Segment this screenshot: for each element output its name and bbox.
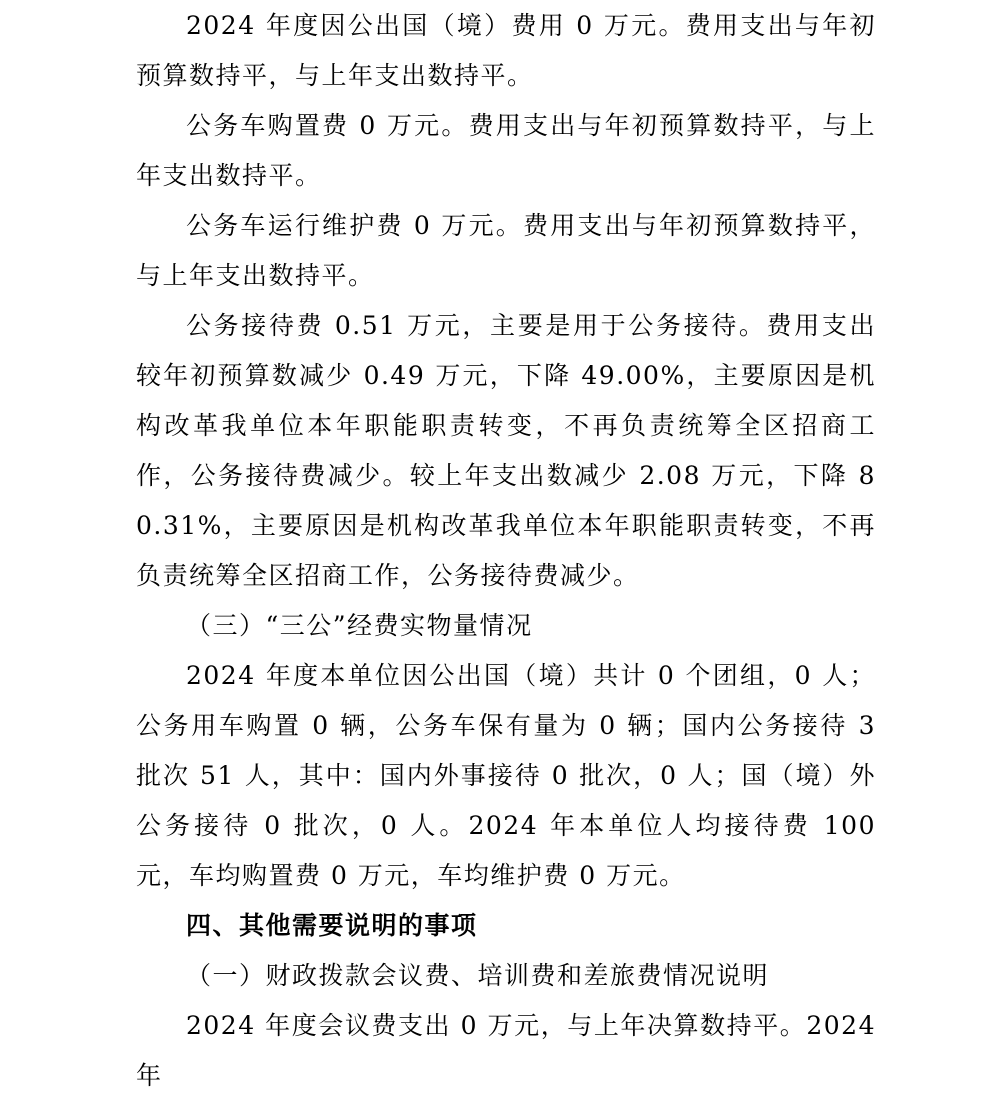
paragraph-vehicle-purchase: 公务车购置费 0 万元。费用支出与年初预算数持平，与上年支出数持平。	[136, 111, 876, 190]
paragraph-official-reception: 公务接待费 0.51 万元，主要是用于公务接待。费用支出较年初预算数减少 0.49 万元，下降 49.00%，主要原因是机构改革我单位本年职能职责转变，不再负责统筹全区招商工作，公务接待费减少。较上年支出数减少 2.08 万元，下降 80.31%，主要原因是机构改革我单位本年职能职责转变，不再负责统筹全区招商工作，公务接待费减少。	[136, 311, 876, 590]
paragraph-overseas-travel: 2024 年度因公出国（境）费用 0 万元。费用支出与年初预算数持平，与上年支出数持平。	[136, 11, 876, 90]
subsection-heading-meeting-training-travel: （一）财政拨款会议费、培训费和差旅费情况说明	[186, 961, 770, 990]
paragraph-vehicle-maintenance: 公务车运行维护费 0 万元。费用支出与年初预算数持平，与上年支出数持平。	[136, 211, 876, 290]
paragraph-meeting-fees: 2024 年度会议费支出 0 万元，与上年决算数持平。2024 年	[136, 1011, 876, 1090]
section-heading-other-matters: 四、其他需要说明的事项	[186, 911, 478, 940]
paragraph-physical-quantity: 2024 年度本单位因公出国（境）共计 0 个团组，0 人；公务用车购置 0 辆，公务车保有量为 0 辆；国内公务接待 3 批次 51 人，其中：国内外事接待 0 批次，0 人；国（境）外公务接待 0 批次，0 人。2024 年本单位人均接待费 100 元，车均购置费 0 万元，车均维护费 0 万元。	[136, 661, 876, 890]
section-heading-physical-quantity: （三）“三公”经费实物量情况	[186, 611, 533, 640]
document-page	[136, 0, 876, 1101]
